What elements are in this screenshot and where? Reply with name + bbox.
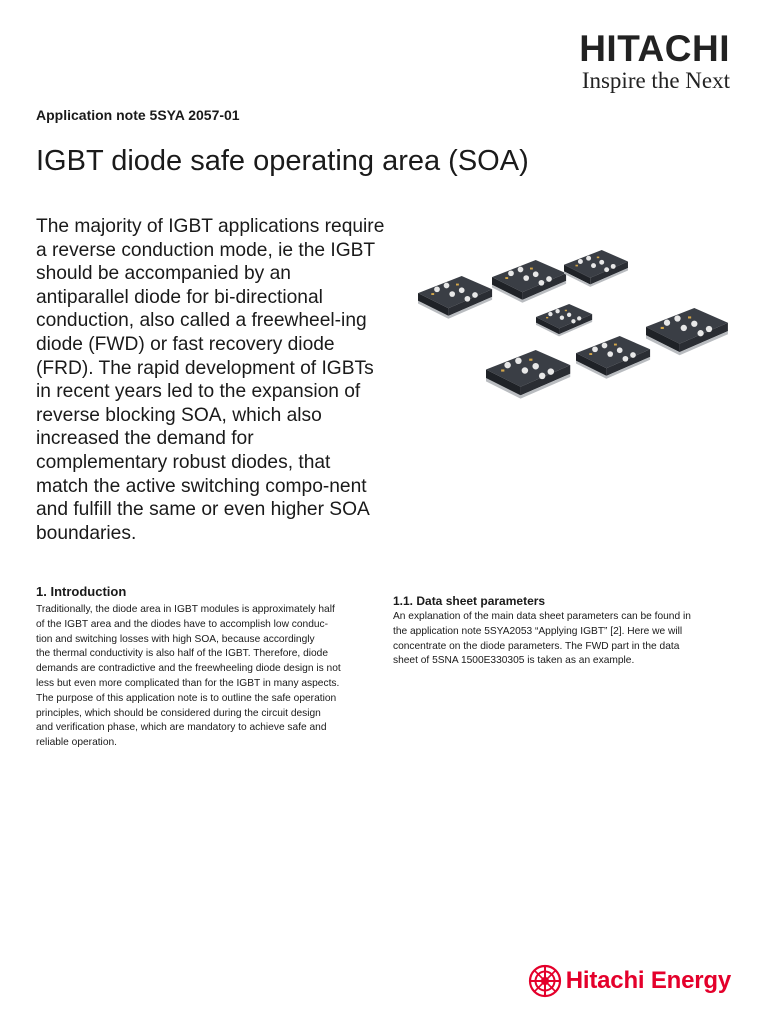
- footer-brand-name: Hitachi Energy: [565, 967, 731, 994]
- igbt-module-1: [418, 276, 492, 319]
- igbt-module-6: [576, 336, 650, 379]
- page-title: IGBT diode safe operating area (SOA): [36, 145, 529, 177]
- igbt-module-4: [536, 304, 592, 336]
- hitachi-energy-logo-icon: [528, 964, 562, 998]
- section-data-sheet-parameters: [393, 593, 733, 669]
- igbt-module-7: [486, 350, 570, 399]
- footer-brand: [528, 964, 731, 998]
- igbt-module-3: [564, 250, 628, 287]
- brand-tagline: Inspire the Next: [581, 68, 730, 93]
- igbt-modules-image: [400, 232, 750, 424]
- intro-paragraph: The majority of IGBT applications require a reverse conduction mode, ie the IGBT should be accompanied by an antiparallel diode for bi-directional conduction, also called a freewheel-ing diode (FWD) or fast recovery diode (FRD). The rapid development of IGBTs in recent years led to the expansion of reverse blocking SOA, which also increased the demand for complementary robust diodes, that match the active switching compo-nent and fulfill the same or even higher SOA boundaries.: [36, 216, 385, 544]
- header-brand: [579, 30, 730, 92]
- section-body: Traditionally, the diode area in IGBT modules is approximately half of the IGBT area and the diodes have to accomplish low conduc- tion and switching losses with high SOA, because accordingly the thermal conductivity is also half of the IGBT. Therefore, diode demands are contradictive and the freewheeling diode design is not less but even more complicated than for the IGBT in many aspects. The purpose of this application note is to outline the safe operation principles, which should be considered during the circuit design and verification phase, which are mandatory to achieve safe and reliable operation.: [36, 604, 341, 749]
- section-heading: 1. Introduction: [36, 584, 127, 599]
- section-introduction: [36, 584, 368, 751]
- hitachi-wordmark: HITACHI: [579, 28, 730, 69]
- igbt-module-5: [646, 308, 728, 355]
- igbt-module-2: [492, 260, 566, 303]
- section-body: An explanation of the main data sheet parameters can be found in the application note 5SYA2053 “Applying IGBT” [2]. Here we will concentrate on the diode parameters. The FWD part in the data sheet of 5SNA 1500E330305 is taken as an example.: [393, 611, 691, 667]
- section-heading: 1.1. Data sheet parameters: [393, 594, 546, 608]
- document-id: Application note 5SYA 2057-01: [36, 107, 240, 123]
